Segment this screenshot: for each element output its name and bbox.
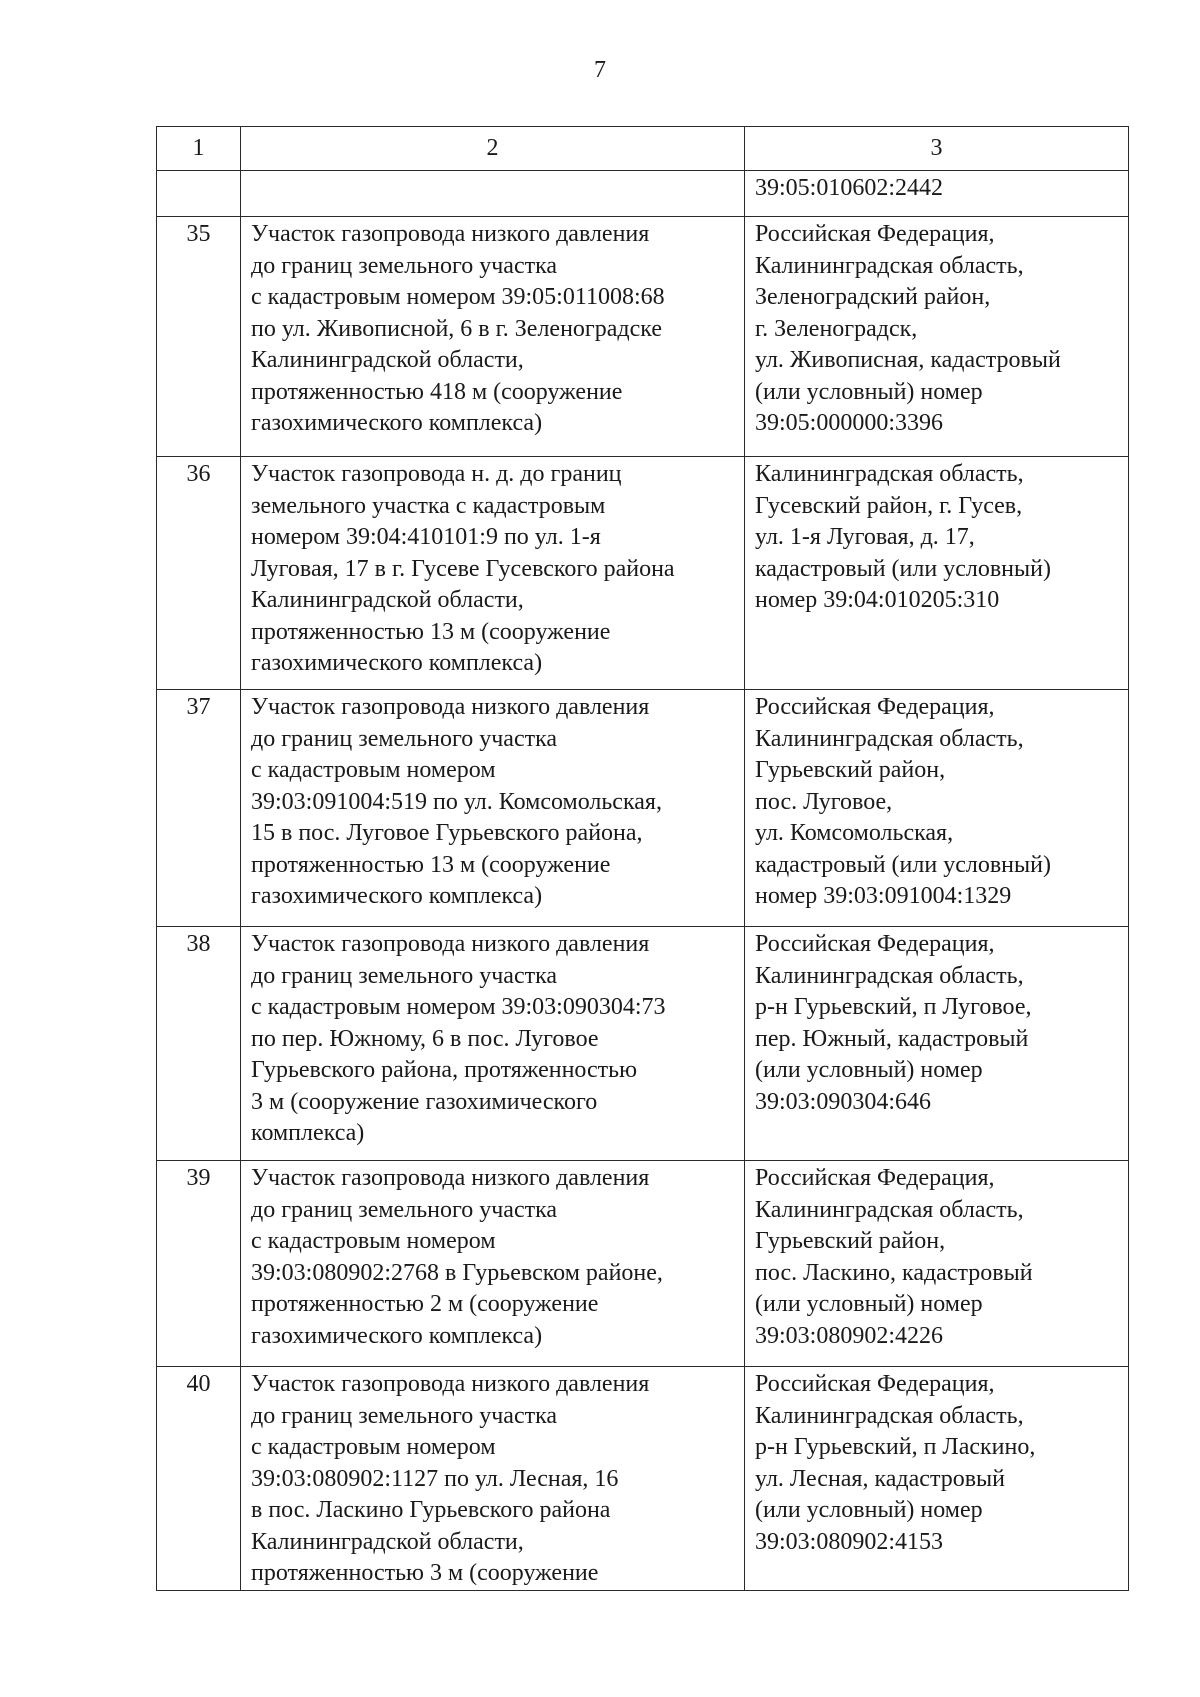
object-description: Участок газопровода низкого давления до границ земельного участка с кадастровым номером 39:03:080902:1127 по ул. Лесная, 16 в пос. Ласкино Гурьевского района Калининградской области, протяженностью 3 м (сооружение	[251, 1371, 650, 1586]
property-table	[156, 126, 1129, 1591]
row-number: 39	[186, 1165, 211, 1191]
header-cell-1: 1	[157, 127, 241, 171]
row-number-cell	[157, 1367, 241, 1591]
row-number: 37	[186, 694, 211, 720]
location-description: Российская Федерация, Калининградская область, Зеленоградский район, г. Зеленоградск, ул. Живописная, кадастровый (или условный) номер 39:05:000000:3396	[755, 221, 1061, 436]
table-row	[157, 1161, 1129, 1367]
object-description: Участок газопровода низкого давления до границ земельного участка с кадастровым номером 39:05:011008:68 по ул. Живописной, 6 в г. Зеленоградске Калининградской области, протяженностью 418 м (сооружение газохимического комплекса)	[251, 221, 665, 436]
location-description: Российская Федерация, Калининградская область, р-н Гурьевский, п Луговое, пер. Южный, кадастровый (или условный) номер 39:03:090304:646	[755, 931, 1032, 1115]
table-row	[157, 217, 1129, 457]
object-description: Участок газопровода низкого давления до границ земельного участка с кадастровым номером 39:03:091004:519 по ул. Комсомольская, 15 в пос. Луговое Гурьевского района, протяженностью 13 м (сооружение газохимического комплекса)	[251, 694, 662, 909]
row-number: 40	[186, 1371, 211, 1397]
table-header-row	[157, 127, 1129, 171]
row-number-cell	[157, 927, 241, 1161]
location-cell	[745, 1367, 1129, 1591]
location-cell	[745, 1161, 1129, 1367]
object-cell	[241, 217, 745, 457]
location-cell	[745, 690, 1129, 927]
location-cell	[745, 457, 1129, 690]
row-number-cell	[157, 690, 241, 927]
table-row	[157, 1367, 1129, 1591]
object-cell	[241, 1367, 745, 1591]
table-row	[157, 927, 1129, 1161]
object-cell	[241, 457, 745, 690]
header-cell-2: 2	[241, 127, 745, 171]
object-description: Участок газопровода низкого давления до границ земельного участка с кадастровым номером 39:03:090304:73 по пер. Южному, 6 в пос. Луговое Гурьевского района, протяженностью 3 м (сооружение газохимического комплекса)	[251, 931, 666, 1146]
table-row	[157, 171, 1129, 217]
location-description: Российская Федерация, Калининградская область, Гурьевский район, пос. Луговое, ул. Комсомольская, кадастровый (или условный) номер 39:03:091004:1329	[755, 694, 1051, 909]
location-description: Калининградская область, Гусевский район, г. Гусев, ул. 1-я Луговая, д. 17, кадастровый (или условный) номер 39:04:010205:310	[755, 461, 1051, 613]
location-cell	[745, 171, 1129, 217]
row-number: 36	[186, 461, 211, 487]
object-cell	[241, 1161, 745, 1367]
location-cell	[745, 927, 1129, 1161]
object-description: Участок газопровода н. д. до границ земельного участка с кадастровым номером 39:04:410101:9 по ул. 1-я Луговая, 17 в г. Гусеве Гусевского района Калининградской области, протяженностью 13 м (сооружение газохимического комплекса)	[251, 461, 675, 676]
table-row	[157, 690, 1129, 927]
location-cell	[745, 217, 1129, 457]
row-number	[157, 171, 240, 173]
object-cell	[241, 690, 745, 927]
object-description	[251, 171, 734, 173]
row-number-cell	[157, 217, 241, 457]
object-cell	[241, 171, 745, 217]
table-row	[157, 457, 1129, 690]
row-number-cell	[157, 457, 241, 690]
header-cell-3: 3	[745, 127, 1129, 171]
object-cell	[241, 927, 745, 1161]
location-description: 39:05:010602:2442	[755, 175, 944, 201]
row-number: 38	[186, 931, 211, 957]
page-number: 7	[594, 57, 606, 83]
row-number-cell	[157, 171, 241, 217]
row-number-cell	[157, 1161, 241, 1367]
object-description: Участок газопровода низкого давления до границ земельного участка с кадастровым номером 39:03:080902:2768 в Гурьевском районе, протяженностью 2 м (сооружение газохимического комплекса)	[251, 1165, 663, 1349]
location-description: Российская Федерация, Калининградская область, Гурьевский район, пос. Ласкино, кадастровый (или условный) номер 39:03:080902:4226	[755, 1165, 1033, 1349]
row-number: 35	[186, 221, 211, 247]
location-description: Российская Федерация, Калининградская область, р-н Гурьевский, п Ласкино, ул. Лесная, кадастровый (или условный) номер 39:03:080902:4153	[755, 1371, 1036, 1555]
